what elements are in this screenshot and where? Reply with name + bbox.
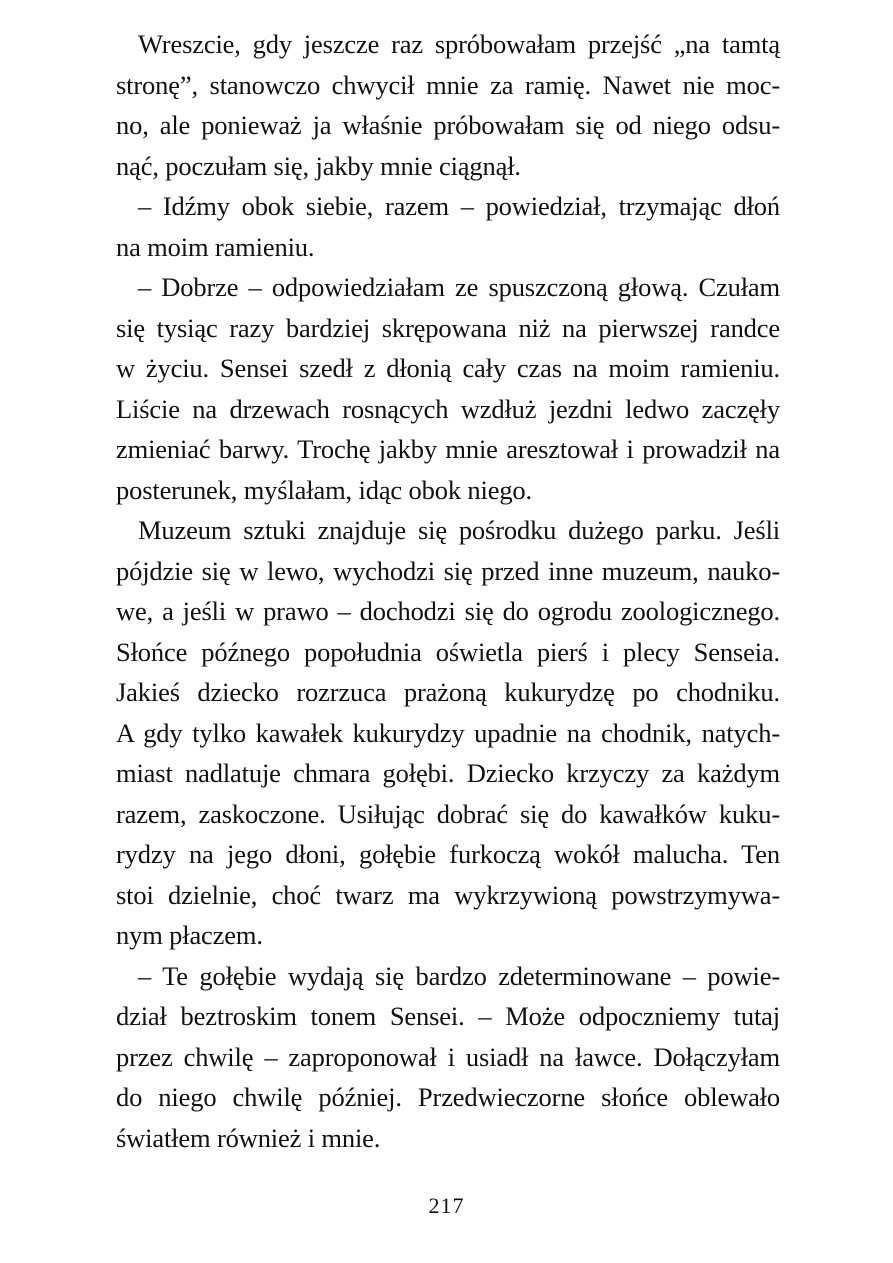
text-line: pójdzie się w lewo, wychodzi się przed inne muzeum, nauko- [116,555,780,586]
text-line: stronę”, stanowczo chwycił mnie za ramię. Nawet nie moc- [116,69,780,100]
text-line: A gdy tylko kawałek kukurydzy upadnie na chodnik, natych- [116,717,780,748]
text-line: miast nadlatuje chmara gołębi. Dziecko krzyczy za każdym [116,758,780,788]
text-line: – Dobrze – odpowiedziałam ze spuszczoną głową. Czułam [138,272,780,302]
text-line: do niego chwilę później. Przedwieczorne słońce oblewało [116,1082,780,1112]
text-line: – Te gołębie wydają się bardzo zdeterminowane – powie- [138,960,780,991]
text-line: światłem również i mnie. [116,1122,381,1153]
text-line: – Idźmy obok siebie, razem – powiedział, trzymając dłoń [138,191,780,221]
text-line: Jakieś dziecko rozrzuca prażoną kukurydzę po chodniku. [116,677,780,707]
text-line: no, ale ponieważ ja właśnie próbowałam się od niego odsu- [116,110,780,140]
body-text [116,24,780,1158]
text-line: nym płaczem. [116,920,263,950]
text-line: razem, zaskoczone. Usiłując dobrać się do kawałków kuku- [116,798,780,829]
text-line: Słońce późnego popołudnia oświetla pierś i plecy Senseia. [116,636,780,667]
text-line: przez chwilę – zaproponował i usiadł na ławce. Dołączyłam [116,1041,780,1072]
text-line: się tysiąc razy bardziej skrępowana niż na pierwszej randce [116,312,780,343]
text-line: Muzeum sztuki znajduje się pośrodku dużego parku. Jeśli [138,515,780,545]
text-line: w życiu. Sensei szedł z dłonią cały czas na moim ramieniu. [116,353,780,383]
text-line: nąć, poczułam się, jakby mnie ciągnął. [116,150,521,181]
text-line: Wreszcie, gdy jeszcze raz spróbowałam przejść „na tamtą [138,29,780,59]
text-line: rydzy na jego dłoni, gołębie furkoczą wokół malucha. Ten [116,839,780,869]
text-line: na moim ramieniu. [116,231,315,262]
text-line: posterunek, myślałam, idąc obok niego. [116,474,532,505]
text-line: zmieniać barwy. Trochę jakby mnie aresztował i prowadził na [116,434,780,464]
page-number: 217 [428,1193,465,1218]
text-line: we, a jeśli w prawo – dochodzi się do ogrodu zoologicznego. [116,596,780,626]
text-line: dział beztroskim tonem Sensei. – Może odpoczniemy tutaj [116,1001,780,1031]
text-line: Liście na drzewach rosnących wzdłuż jezdni ledwo zaczęły [116,393,780,424]
text-line: stoi dzielnie, choć twarz ma wykrzywioną powstrzymywa- [116,879,780,910]
